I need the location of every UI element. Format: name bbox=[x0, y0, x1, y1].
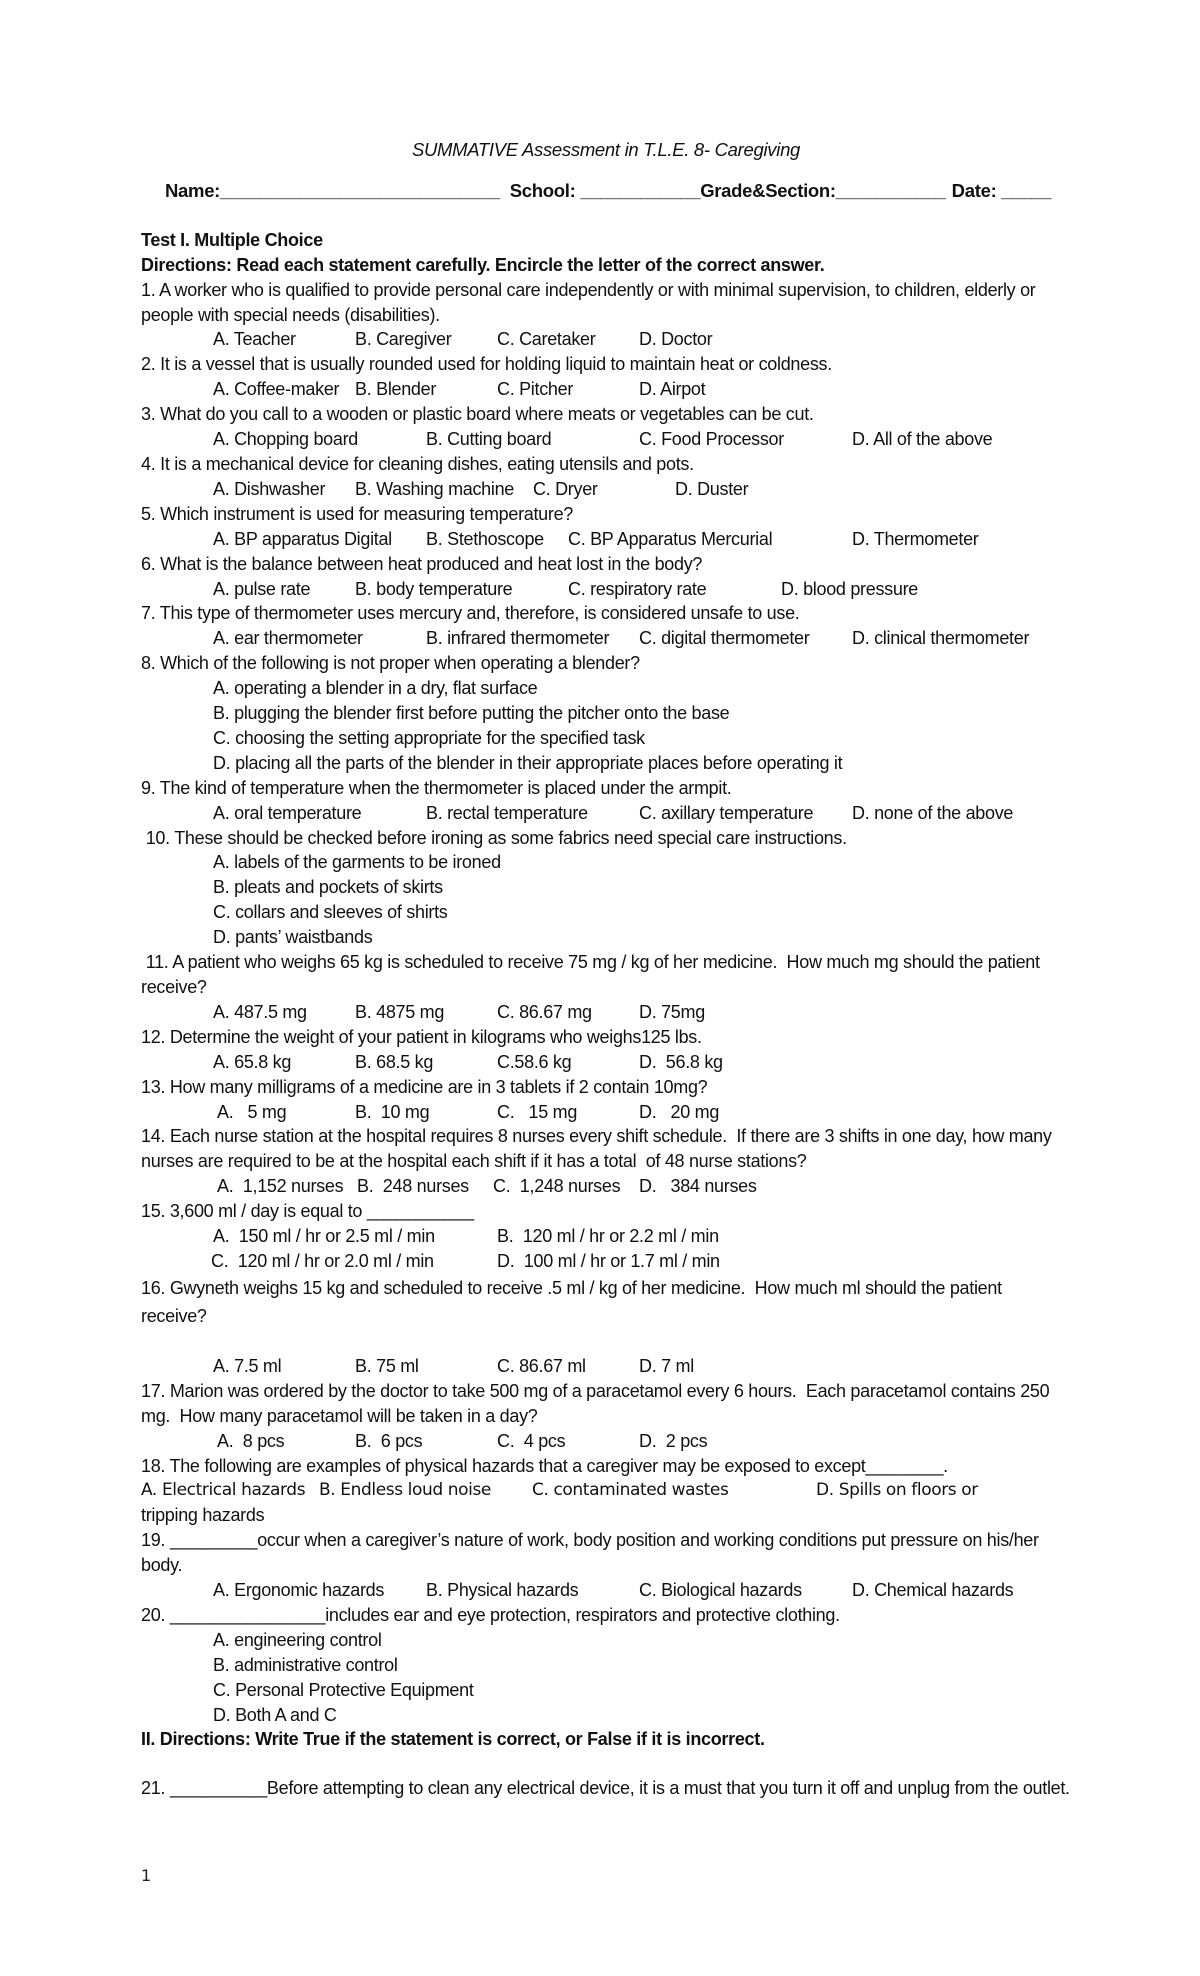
choice: A. labels of the garments to be ironed bbox=[213, 852, 501, 873]
question-11: 11. A patient who weighs 65 kg is scheduled to receive 75 mg / kg of her medicine. How much mg should the patient receive? bbox=[141, 952, 1045, 997]
choice: B. 75 ml bbox=[355, 1355, 419, 1376]
choice: A. 5 mg bbox=[217, 1101, 287, 1122]
choice: C. Food Processor bbox=[639, 429, 784, 450]
choice: D. 384 nurses bbox=[639, 1176, 757, 1197]
choices-11 bbox=[141, 1000, 1071, 1025]
choices-15-row2 bbox=[141, 1249, 1071, 1274]
choice: C.58.6 kg bbox=[497, 1051, 572, 1072]
choice: B. infrared thermometer bbox=[426, 628, 610, 649]
choice: A. 487.5 mg bbox=[213, 1001, 307, 1022]
test2-directions: II. Directions: Write True if the statement is correct, or False if it is incorrect. bbox=[141, 1729, 765, 1750]
choices-5 bbox=[141, 527, 1071, 552]
choices-12 bbox=[141, 1050, 1071, 1075]
choice: B. Washing machine bbox=[355, 478, 515, 499]
question-17: 17. Marion was ordered by the doctor to take 500 mg of a paracetamol every 6 hours. Each paracetamol contains 250 mg. How many paracetamol will be taken in a day? bbox=[141, 1380, 1055, 1426]
choice: B. 10 mg bbox=[355, 1101, 430, 1122]
choice: B. Endless loud noise bbox=[319, 1480, 491, 1501]
question-3: 3. What do you call to a wooden or plastic board where meats or vegetables can be cut. bbox=[141, 404, 814, 425]
date-field-label: Date: _____ bbox=[951, 179, 1052, 201]
choice: D. Spills on floors or bbox=[816, 1480, 978, 1501]
choices-14 bbox=[141, 1174, 1071, 1199]
choice: A. Electrical hazards bbox=[141, 1480, 306, 1501]
choice: C. Personal Protective Equipment bbox=[213, 1679, 474, 1700]
choice: D. pants’ waistbands bbox=[213, 927, 373, 948]
question-12: 12. Determine the weight of your patient in kilograms who weighs125 lbs. bbox=[141, 1026, 702, 1047]
choice: B. Physical hazards bbox=[426, 1580, 579, 1601]
question-8: 8. Which of the following is not proper when operating a blender? bbox=[141, 653, 640, 674]
choice: C. Dryer bbox=[533, 478, 598, 499]
question-15: 15. 3,600 ml / day is equal to ___________ bbox=[141, 1201, 474, 1222]
choice: C. choosing the setting appropriate for the specified task bbox=[213, 727, 645, 748]
choice: A. Coffee-maker bbox=[213, 379, 340, 400]
choices-7 bbox=[141, 626, 1071, 651]
choices-2 bbox=[141, 377, 1071, 402]
choice: B. 6 pcs bbox=[355, 1430, 423, 1451]
choice: B. rectal temperature bbox=[426, 802, 588, 823]
question-6: 6. What is the balance between heat produced and heat lost in the body? bbox=[141, 553, 703, 574]
choice: A. ear thermometer bbox=[213, 628, 363, 649]
choice: D. clinical thermometer bbox=[852, 628, 1030, 649]
choice: D. All of the above bbox=[852, 429, 993, 450]
choices-18 bbox=[141, 1478, 1071, 1503]
choice: A. pulse rate bbox=[213, 578, 311, 599]
choice: D. none of the above bbox=[852, 802, 1014, 823]
choice: C. 120 ml / hr or 2.0 ml / min bbox=[211, 1250, 434, 1271]
choices-19 bbox=[141, 1578, 1071, 1603]
choice: C. collars and sleeves of shirts bbox=[213, 902, 448, 923]
choices-17 bbox=[141, 1429, 1071, 1454]
choice: A. engineering control bbox=[213, 1629, 382, 1650]
choice: B. 68.5 kg bbox=[355, 1051, 434, 1072]
choice: C. 4 pcs bbox=[497, 1430, 566, 1451]
question-16: 16. Gwyneth weighs 15 kg and scheduled to receive .5 ml / kg of her medicine. How much ml should the patient receive? bbox=[141, 1277, 1007, 1326]
choice: B. Caregiver bbox=[355, 329, 452, 350]
choice: D. 100 ml / hr or 1.7 ml / min bbox=[497, 1250, 720, 1271]
choices-16 bbox=[141, 1354, 1071, 1379]
choice: B. plugging the blender first before putting the pitcher onto the base bbox=[213, 703, 730, 724]
choice: D. blood pressure bbox=[781, 578, 918, 599]
choice: D. 7 ml bbox=[639, 1355, 694, 1376]
question-20: 20. ________________includes ear and eye protection, respirators and protective clothing. bbox=[141, 1604, 840, 1625]
student-info-line bbox=[141, 179, 1071, 204]
question-1: 1. A worker who is qualified to provide personal care independently or with minimal supervision, to children, elderly or people with special needs (disabilities). bbox=[141, 279, 1036, 325]
choices-4 bbox=[141, 477, 1071, 502]
question-10: 10. These should be checked before ironing as some fabrics need special care instructions. bbox=[141, 827, 847, 848]
choice: C. Caretaker bbox=[497, 329, 596, 350]
choice: D. 56.8 kg bbox=[639, 1051, 723, 1072]
choice: A. Teacher bbox=[213, 329, 296, 350]
test1-directions: Directions: Read each statement carefully. Encircle the letter of the correct answer. bbox=[141, 254, 825, 275]
choice: B. Stethoscope bbox=[426, 528, 544, 549]
choice: A. Ergonomic hazards bbox=[213, 1580, 385, 1601]
choice: C. 1,248 nurses bbox=[493, 1176, 621, 1197]
question-9: 9. The kind of temperature when the thermometer is placed under the armpit. bbox=[141, 777, 732, 798]
choice-continuation: tripping hazards bbox=[141, 1505, 265, 1526]
choice: C. 86.67 ml bbox=[497, 1355, 586, 1376]
page-number: 1 bbox=[141, 1866, 152, 1885]
choice: C. Biological hazards bbox=[639, 1580, 802, 1601]
choices-10 bbox=[141, 850, 1071, 950]
name-field-label: Name:____________________________ bbox=[165, 179, 500, 201]
choice: C. 15 mg bbox=[497, 1101, 578, 1122]
choice: B. 120 ml / hr or 2.2 ml / min bbox=[497, 1226, 719, 1247]
choices-3 bbox=[141, 427, 1071, 452]
question-7: 7. This type of thermometer uses mercury and, therefore, is considered unsafe to use. bbox=[141, 603, 800, 624]
question-2: 2. It is a vessel that is usually rounded used for holding liquid to maintain heat or coldness. bbox=[141, 354, 832, 375]
choice: C. Pitcher bbox=[497, 379, 574, 400]
choice: A. Dishwasher bbox=[213, 478, 326, 499]
choice: A. BP apparatus Digital bbox=[213, 528, 392, 549]
spacer bbox=[141, 1330, 1071, 1354]
question-19: 19. _________occur when a caregiver’s nature of work, body position and working conditions put pressure on his/her body. bbox=[141, 1530, 1039, 1576]
choices-8 bbox=[141, 676, 1071, 776]
choice: B. 4875 mg bbox=[355, 1001, 445, 1022]
choices-13 bbox=[141, 1100, 1071, 1125]
choice: C. axillary temperature bbox=[639, 802, 814, 823]
page-content bbox=[141, 138, 1071, 1801]
choice: D. Thermometer bbox=[852, 528, 979, 549]
question-21: 21. __________Before attempting to clean any electrical device, it is a must that you turn it off and unplug from the outlet. bbox=[141, 1778, 1070, 1799]
choice: D. placing all the parts of the blender in their appropriate places before operating it bbox=[213, 752, 843, 773]
choices-6 bbox=[141, 577, 1071, 602]
question-5: 5. Which instrument is used for measuring temperature? bbox=[141, 503, 573, 524]
choice: B. body temperature bbox=[355, 578, 513, 599]
choice: A. operating a blender in a dry, flat surface bbox=[213, 678, 538, 699]
choice: C. digital thermometer bbox=[639, 628, 810, 649]
choice: D. Airpot bbox=[639, 379, 706, 400]
choices-20 bbox=[141, 1628, 1071, 1728]
choice: D. Doctor bbox=[639, 329, 713, 350]
question-18: 18. The following are examples of physical hazards that a caregiver may be exposed to except________. bbox=[141, 1455, 948, 1476]
choice: A. 7.5 ml bbox=[213, 1355, 282, 1376]
choice: B. administrative control bbox=[213, 1654, 398, 1675]
choice: A. 1,152 nurses bbox=[217, 1176, 344, 1197]
question-4: 4. It is a mechanical device for cleaning dishes, eating utensils and pots. bbox=[141, 453, 694, 474]
test1-heading: Test I. Multiple Choice bbox=[141, 229, 323, 250]
choice: A. 8 pcs bbox=[217, 1430, 285, 1451]
choices-9 bbox=[141, 801, 1071, 826]
choice: B. Cutting board bbox=[426, 429, 552, 450]
choice: D. 20 mg bbox=[639, 1101, 720, 1122]
choice: C. 86.67 mg bbox=[497, 1001, 592, 1022]
choice: A. 150 ml / hr or 2.5 ml / min bbox=[213, 1226, 435, 1247]
choice: D. 75mg bbox=[639, 1001, 705, 1022]
choice: D. 2 pcs bbox=[639, 1430, 708, 1451]
choices-15-row1 bbox=[141, 1224, 1071, 1249]
choices-1 bbox=[141, 327, 1071, 352]
school-field-label: School: ____________ bbox=[509, 179, 701, 201]
choice: D. Both A and C bbox=[213, 1704, 337, 1725]
choice: C. BP Apparatus Mercurial bbox=[568, 528, 773, 549]
choice: B. Blender bbox=[355, 379, 437, 400]
question-13: 13. How many milligrams of a medicine are in 3 tablets if 2 contain 10mg? bbox=[141, 1076, 708, 1097]
question-14: 14. Each nurse station at the hospital requires 8 nurses every shift schedule. If there are 3 shifts in one day, how many nurses are required to be at the hospital each shift if it has a total of 48 nurse stations? bbox=[141, 1126, 1057, 1172]
choice: A. oral temperature bbox=[213, 802, 362, 823]
spacer bbox=[141, 1752, 1071, 1776]
choice: C. respiratory rate bbox=[568, 578, 707, 599]
choice: D. Chemical hazards bbox=[852, 1580, 1014, 1601]
choice: B. pleats and pockets of skirts bbox=[213, 877, 443, 898]
choice: A. Chopping board bbox=[213, 429, 359, 450]
choice: D. Duster bbox=[675, 478, 749, 499]
choice: A. 65.8 kg bbox=[213, 1051, 292, 1072]
page-title: SUMMATIVE Assessment in T.L.E. 8- Caregiving bbox=[411, 139, 801, 160]
grade-section-field-label: Grade&Section:___________ bbox=[700, 179, 946, 201]
choice: C. contaminated wastes bbox=[532, 1480, 729, 1501]
choice: B. 248 nurses bbox=[357, 1176, 469, 1197]
